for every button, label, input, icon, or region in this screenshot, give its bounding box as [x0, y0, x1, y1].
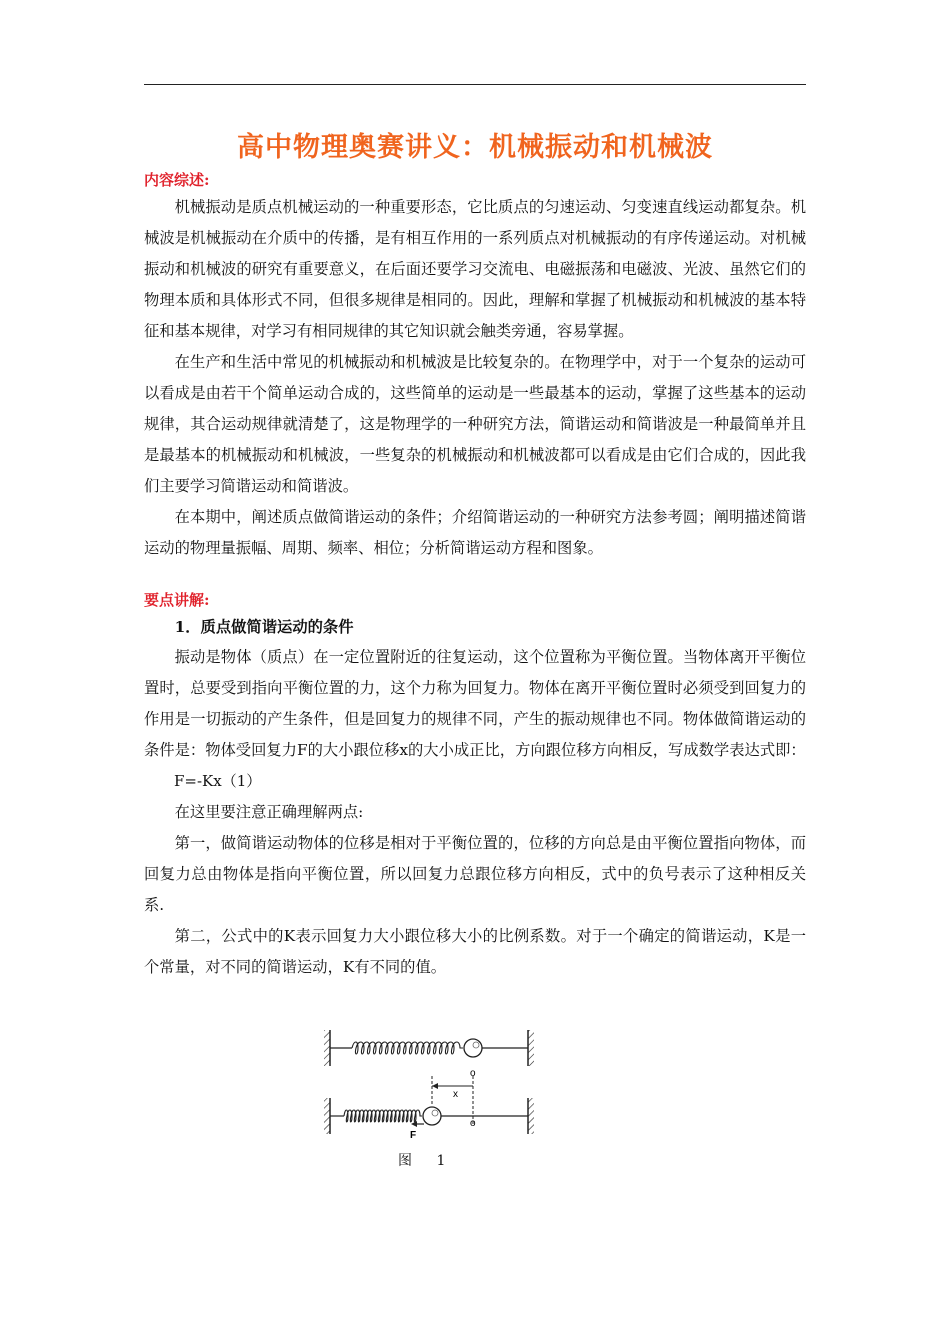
overview-paragraph-1: 机械振动是质点机械运动的一种重要形态，它比质点的匀速运动、匀变速直线运动都复杂。机械波是机械振动在介质中的传播，是有相互作用的一系列质点对机械振动的有序传递运动。对机械振动和机械波的研究有重要意义，在后面还要学习交流电、电磁振荡和电磁波、光波、虽然它们的物理本质和具体形式不同，但很多规律是相同的。因此，理解和掌握了机械振动和机械波的基本特征和基本规律，对学习有相同规律的其它知识就会触类旁通，容易掌握。: [144, 198, 806, 340]
displacement-arrowhead: [432, 1083, 438, 1089]
right-wall-hatch-top: [528, 1030, 534, 1066]
label-x: x: [453, 1089, 458, 1100]
spring-top: [352, 1042, 463, 1054]
overview-paragraph-2: 在生产和生活中常见的机械振动和机械波是比较复杂的。在物理学中，对于一个复杂的运动可以看成是由若干个简单运动合成的，这些简单的运动是一些最基本的运动，掌握了这些基本的运动规律，其合运动规律就清楚了，这是物理学的一种研究方法，简谐运动和简谐波是一种最简单并且是最基本的机械振动和机械波，一些复杂的机械振动和机械波都可以看成是由它们合成的，因此我们主要学习简谐运动和简谐波。: [144, 353, 806, 495]
header-rule: [144, 84, 806, 85]
mass-ball-top: [464, 1039, 482, 1057]
page-title: 高中物理奥赛讲义：机械振动和机械波: [237, 132, 713, 163]
label-o-top: o: [470, 1068, 476, 1079]
left-wall-hatch-bottom: [324, 1098, 330, 1134]
spring-diagram-bottom: [324, 1068, 534, 1141]
key-points-paragraph-2: 在这里要注意正确理解两点:: [174, 803, 364, 821]
key-points-paragraph-4: 第二，公式中的K表示回复力大小跟位移大小的比例系数。对于一个确定的简谐运动，K是一个常量，对不同的简谐运动，K有不同的值。: [144, 927, 806, 976]
key-points-paragraph-3: 第一，做简谐运动物体的位移是相对于平衡位置的，位移的方向总是由平衡位置指向物体，而回复力总由物体是指向平衡位置，所以回复力总跟位移方向相反，式中的负号表示了这种相反关系.: [144, 834, 806, 914]
figure-caption: 图 1: [398, 1153, 456, 1169]
key-points-heading: 要点讲解:: [144, 591, 210, 609]
left-wall-hatch-top: [324, 1030, 330, 1066]
mass-ball-bottom: [423, 1107, 441, 1125]
overview-paragraph-3: 在本期中，阐述质点做简谐运动的条件；介绍简谐运动的一种研究方法参考圆；阐明描述简谐运动的物理量振幅、周期、频率、相位；分析简谐运动方程和图象。: [144, 508, 806, 557]
formula: F=-Kx（1）: [174, 772, 262, 790]
document-body: [144, 128, 806, 983]
spring-diagram-top: [324, 1030, 534, 1066]
overview-heading: 内容综述:: [144, 171, 210, 189]
subsection-heading: 1．质点做简谐运动的条件: [174, 618, 354, 636]
label-f: F: [410, 1130, 417, 1141]
key-points-paragraph-1: 振动是物体（质点）在一定位置附近的往复运动，这个位置称为平衡位置。当物体离开平衡位置时，总要受到指向平衡位置的力，这个力称为回复力。物体在离开平衡位置时必须受到回复力的作用是一切振动的产生条件，但是回复力的规律不同，产生的振动规律也不同。物体做简谐运动的条件是：物体受回复力F的大小跟位移x的大小成正比，方向跟位移方向相反，写成数学表达式即：: [144, 648, 806, 759]
spring-bottom-compressed: [344, 1110, 422, 1122]
right-wall-hatch-bottom: [528, 1098, 534, 1134]
label-o-bottom: o: [470, 1118, 476, 1129]
